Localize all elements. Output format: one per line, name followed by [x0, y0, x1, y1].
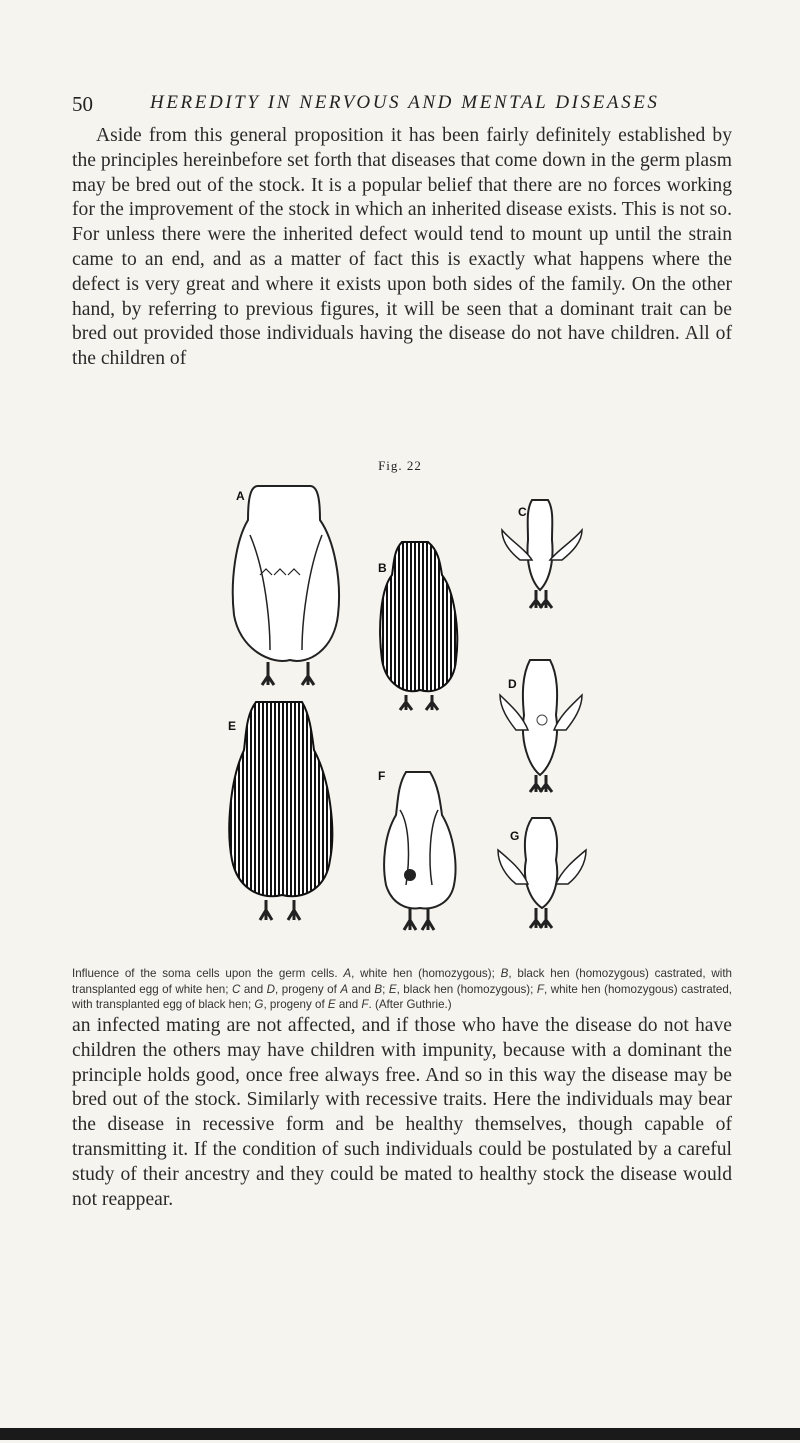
caption-segment: F	[361, 998, 369, 1011]
caption-segment: D	[266, 982, 276, 996]
panel-label-e: E	[228, 719, 237, 733]
caption-segment: , progeny of	[263, 998, 328, 1011]
figure-label: Fig. 22	[378, 458, 422, 473]
caption-segment: , white hen (homozygous);	[351, 967, 501, 980]
caption-segment: and	[335, 998, 362, 1011]
caption-segment: and	[240, 982, 267, 996]
caption-segment: F	[536, 982, 544, 996]
running-head: HEREDITY IN NERVOUS AND MENTAL DISEASES	[150, 92, 660, 113]
caption-segment: B	[500, 967, 509, 980]
hen-b	[380, 542, 457, 710]
caption-segment: E	[388, 982, 397, 996]
caption-segment: A	[343, 967, 352, 980]
panel-label-f: F	[378, 769, 386, 783]
panel-label-g: G	[510, 829, 520, 843]
body-paragraph-2: an infected mating are not affected, and if those who have the disease do not have children the others may have children with impunity, because with a dominant the principle holds good, once free always free. And so in this way the disease may be bred out of the stock. Similarly with recessive traits. Here the individuals may bear the disease in recessive form and be healthy themselves, though capable of transmitting it. If the condition of such individuals could be postulated by a careful study of their ancestry and they could be mated to healthy stock the disease would not reappear.	[72, 1015, 732, 1210]
caption-segment: . (After Guthrie.)	[368, 998, 452, 1011]
hen-c	[502, 500, 582, 608]
caption-segment: C	[231, 982, 241, 996]
caption-segment: Influence of the soma cells upon the germ cells.	[72, 967, 344, 980]
panel-label-c: C	[518, 505, 527, 519]
caption-segment: ;	[382, 982, 389, 996]
hen-e	[229, 702, 332, 920]
caption-segment: A	[340, 982, 349, 996]
caption-segment: , progeny of	[275, 982, 341, 996]
caption-segment: G	[254, 998, 264, 1011]
page-header	[72, 92, 732, 122]
body-paragraph-1: Aside from this general proposition it has been fairly definitely established by the principles hereinbefore set forth that diseases that come down in the germ plasm may be bred out of the stock. It is a popular belief that there are no forces working for the improvement of the stock in which an inherited disease exists. This is not so. For unless there were the inherited defect would tend to mount up until the strain came to an end, and as a matter of fact this is exactly what happens where the defect is very great and where it exists upon both sides of the family. On the other hand, by referring to previous figures, it will be seen that a dominant trait can be bred out provided those individuals having the disease do not have children. All of the children of	[72, 125, 732, 370]
caption-segment: B	[374, 982, 383, 996]
figure-illustration	[210, 480, 650, 960]
caption-segment: E	[327, 998, 336, 1011]
panel-label-a: A	[236, 489, 245, 503]
hen-f	[384, 772, 455, 930]
panel-label-d: D	[508, 677, 517, 691]
page-number: 50	[72, 92, 93, 116]
figure-caption	[72, 966, 732, 1013]
hen-a	[233, 486, 339, 685]
caption-segment: , white hen (homozygous) castrated, with transplanted egg of black hen;	[72, 982, 732, 1011]
panel-label-b: B	[378, 561, 387, 575]
caption-segment: , black hen (homozygous) castrated, with transplanted egg of white hen;	[72, 967, 732, 996]
bottom-rule	[0, 1428, 800, 1440]
caption-segment: , black hen (homozygous);	[396, 982, 537, 996]
caption-segment: and	[348, 982, 375, 996]
hens-illustration	[210, 480, 650, 960]
